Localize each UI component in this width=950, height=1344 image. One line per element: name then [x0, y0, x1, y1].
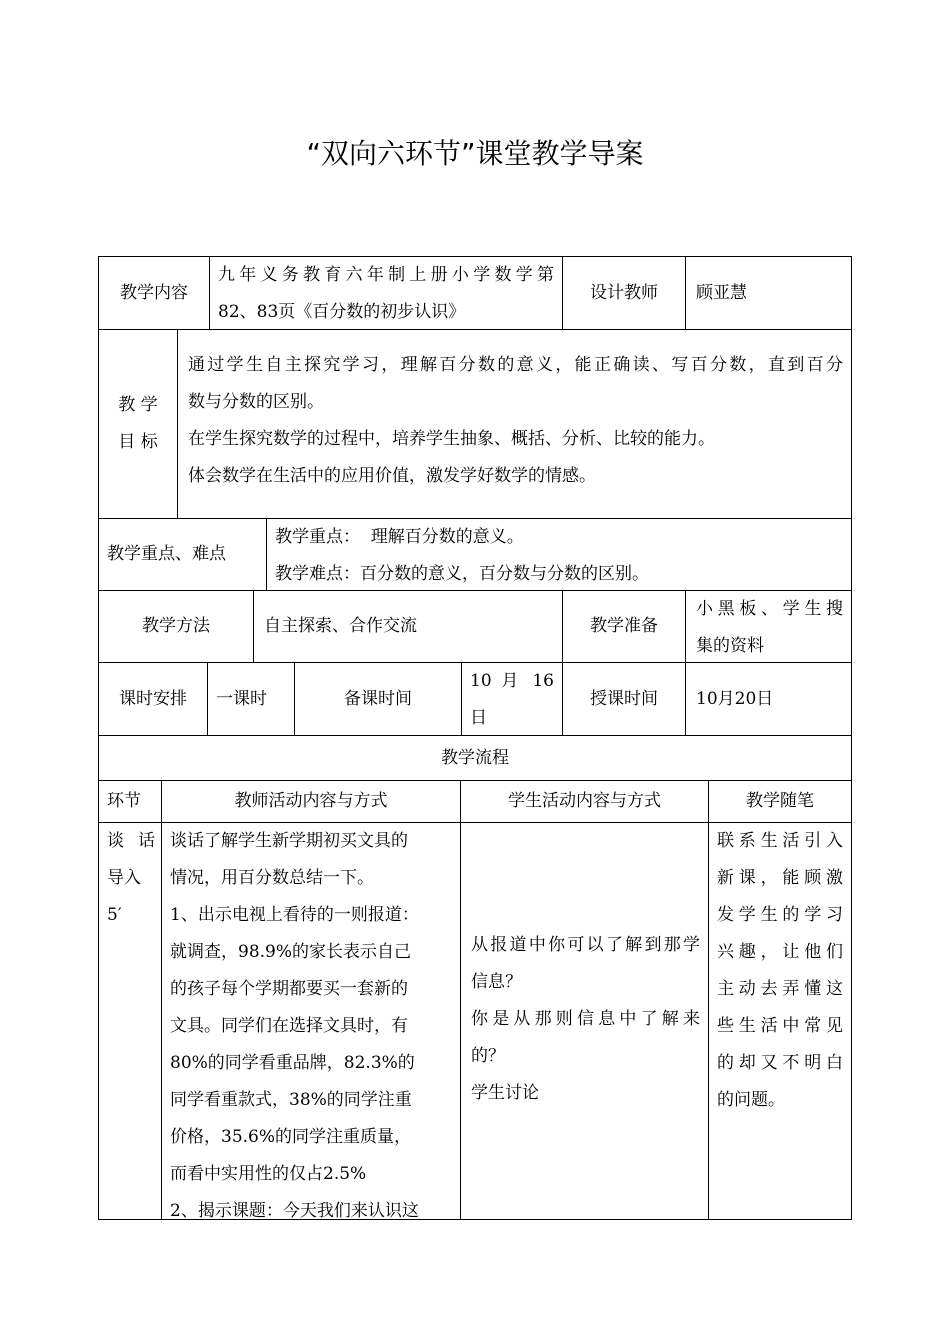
notes-line: 的问题。 — [717, 1090, 785, 1110]
goals-line: 通过学生自主探究学习，理解百分数的意义，能正确读、写百分数，直到百分 — [188, 355, 843, 375]
class-time-value: 10月20日 — [685, 662, 852, 735]
teacher-name: 顾亚慧 — [685, 256, 852, 329]
notes-line: 新课，能顾激 — [717, 868, 843, 888]
teacher-line: 情况，用百分数总结一下。 — [170, 868, 374, 888]
flow-header-student: 学生活动内容与方式 — [460, 780, 708, 822]
flow-header-notes: 教学随笔 — [708, 780, 852, 822]
goals-line: 数与分数的区别。 — [188, 392, 324, 412]
prep-value: 小黑板、学生搜 集的资料 — [685, 590, 852, 662]
teacher-line: 而看中实用性的仅占2.5% — [170, 1164, 367, 1184]
key-content — [266, 518, 852, 590]
notes-line: 发学生的学习 — [717, 905, 843, 925]
notes-line: 兴趣，让他们 — [717, 942, 843, 962]
key-difficulty: 教学难点：百分数的意义，百分数与分数的区别。 — [275, 564, 649, 584]
key-label: 教学重点、难点 — [98, 518, 266, 590]
teacher-line: 文具。同学们在选择文具时，有 — [170, 1016, 408, 1036]
notes-line: 主动去弄懂这 — [717, 979, 843, 999]
goals-line: 体会数学在生活中的应用价值，激发学好数学的情感。 — [188, 466, 596, 486]
notes-line: 的却又不明白 — [717, 1053, 843, 1073]
teacher-line: 谈话了解学生新学期初买文具的 — [170, 831, 408, 851]
schedule-label: 课时安排 — [98, 662, 207, 735]
teacher-line: 的孩子每个学期都要买一套新的 — [170, 979, 408, 999]
flow-student-cell — [460, 822, 708, 1220]
flow-teacher-cell — [161, 822, 460, 1220]
goals-label: 教 学 目 标 — [98, 329, 177, 518]
student-line: 信息？ — [471, 972, 522, 992]
teacher-line: 2、揭示课题：今天我们来认识这 — [170, 1201, 419, 1220]
student-line: 从报道中你可以了解到那学 — [471, 935, 700, 955]
teacher-label: 设计教师 — [562, 256, 685, 329]
notes-line: 些生活中常见 — [717, 1016, 843, 1036]
flow-header-stage: 环节 — [98, 780, 161, 822]
teacher-line: 1、出示电视上看待的一则报道： — [170, 905, 419, 925]
prep-time-label: 备课时间 — [294, 662, 461, 735]
method-value: 自主探索、合作交流 — [253, 590, 562, 662]
schedule-value: 一课时 — [207, 662, 294, 735]
flow-header-teacher: 教师活动内容与方式 — [161, 780, 460, 822]
flow-stage-cell: 谈 话 导入 5′ — [98, 822, 161, 1220]
notes-line: 联系生活引入 — [717, 831, 843, 851]
teacher-line: 同学看重款式，38%的同学注重 — [170, 1090, 412, 1110]
goals-content — [177, 329, 852, 518]
class-time-label: 授课时间 — [562, 662, 685, 735]
student-line: 的？ — [471, 1046, 505, 1066]
student-line: 学生讨论 — [471, 1083, 539, 1103]
method-label: 教学方法 — [98, 590, 253, 662]
teacher-line: 就调查，98.9%的家长表示自己 — [170, 942, 412, 962]
flow-notes-cell — [708, 822, 852, 1220]
key-point: 教学重点： 理解百分数的意义。 — [275, 527, 524, 547]
goals-line: 在学生探究数学的过程中，培养学生抽象、概括、分析、比较的能力。 — [188, 429, 715, 449]
teacher-line: 价格，35.6%的同学注重质量， — [170, 1127, 412, 1147]
prep-time-value: 10 月 16 日 — [461, 662, 562, 735]
teacher-line: 80%的同学看重品牌，82.3%的 — [170, 1053, 415, 1073]
prep-label: 教学准备 — [562, 590, 685, 662]
student-line: 你是从那则信息中了解来 — [471, 1009, 700, 1029]
page-title: “双向六环节”课堂教学导案 — [306, 137, 644, 170]
content-value: 九年义务教育六年制上册小学数学第 82、83页《百分数的初步认识》 — [209, 256, 562, 329]
flow-title: 教学流程 — [98, 735, 852, 780]
content-label: 教学内容 — [98, 256, 209, 329]
